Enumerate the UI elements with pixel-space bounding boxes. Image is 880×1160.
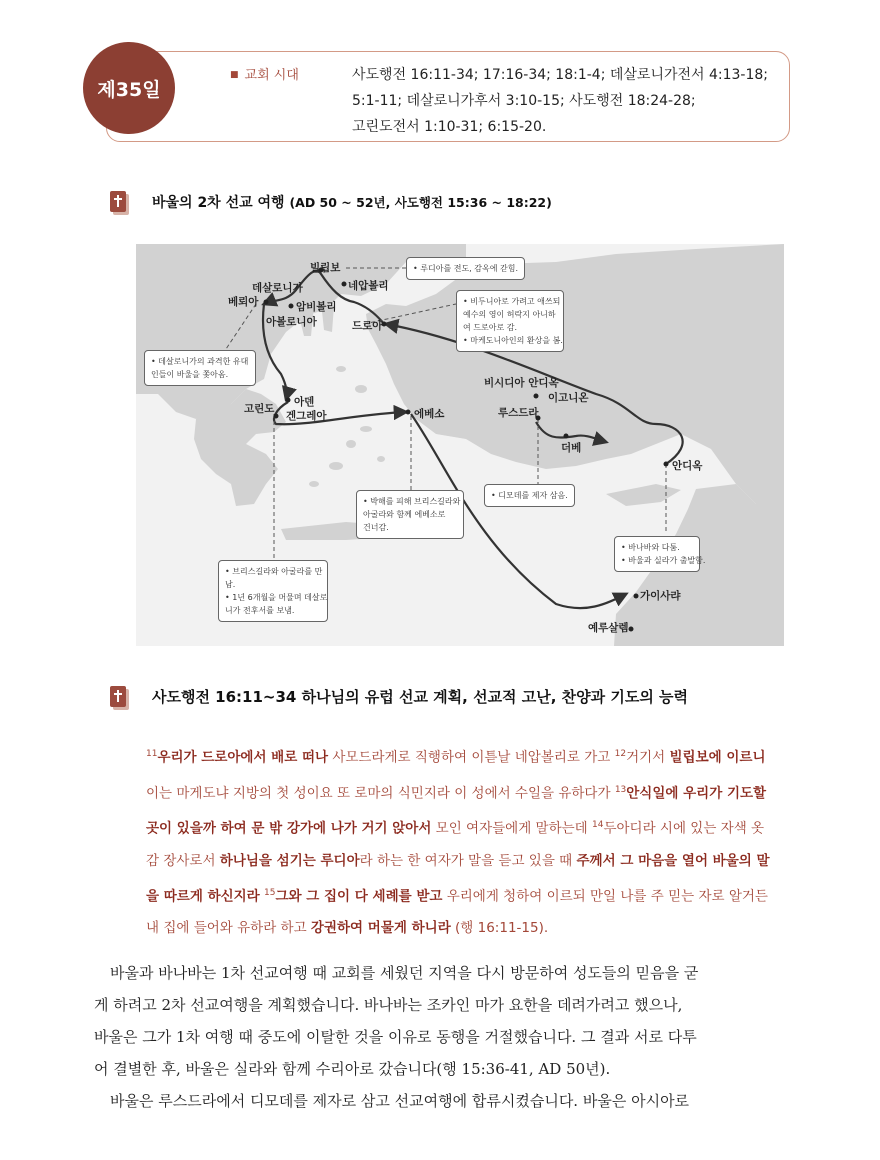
verse-text: 우리에게 청하여 이르되 만일 나를 주 믿는 자로 알거든 [442, 888, 768, 904]
city-label-philippi: 빌립보 [310, 262, 341, 274]
emphasized-text: 곳이 있을까 하여 문 밖 강가에 나가 거기 앉아서 [146, 820, 432, 837]
emphasized-text: 강권하여 머물게 하니라 [310, 920, 451, 936]
verse-number: 14 [592, 820, 604, 830]
reading-references [352, 62, 782, 140]
scripture-section-title: 사도행전 16:11~34 하나님의 유럽 선교 계획, 선교적 고난, 찬양과 기도의 능력 [152, 688, 689, 706]
city-label-ephesus: 에베소 [414, 408, 445, 420]
verse-text: 내 집에 들어와 유하라 하고 [146, 920, 311, 936]
city-label-troas: 드로아 [352, 320, 383, 332]
era-text: 교회 시대 [244, 68, 299, 83]
note-thessalonica: • 데살로니가의 과격한 유대 인들이 바울을 쫓아옴. [144, 350, 256, 386]
city-label-jerusalem: 예루살렘 [588, 622, 629, 634]
verse-text: 이는 마게도냐 지방의 첫 성이요 또 로마의 식민지라 이 성에서 수일을 유하다가 [146, 785, 615, 801]
paragraph-line: 바울은 루스드라에서 디모데를 제자로 삼고 선교여행에 합류시켰습니다. 바울은 아시아로 [110, 1092, 690, 1110]
city-label-derbe: 더베 [561, 442, 582, 454]
emphasized-text: 하나님을 섬기는 루디아 [219, 852, 360, 869]
verse-text: 두아디라 시에 있는 자색 옷 [603, 820, 765, 837]
city-label-antioch: 안디옥 [672, 460, 703, 472]
city-label-pisidian-antioch: 비시디아 안디옥 [484, 377, 559, 389]
era-label [230, 64, 299, 83]
verse-text: 모인 여자들에게 말하는데 [431, 820, 593, 837]
emphasized-text: 을 따르게 하신지라 [146, 888, 260, 904]
emphasized-text: 안식일에 우리가 기도할 [626, 785, 767, 801]
paragraph-line: 게 하려고 2차 선교여행을 계획했습니다. 바나바는 조카인 마가 요한을 데려가려고 했으나, [94, 996, 683, 1014]
note-antioch: • 바나바와 다툼. • 바울과 실라가 출발함. [614, 536, 700, 572]
verse-text: (행 16:11-15). [450, 920, 549, 936]
paragraph-line: 어 결별한 후, 바울은 실라와 함께 수리아로 갔습니다(행 15:36-41, AD 50년). [94, 1060, 611, 1078]
paragraph-line: 바울과 바나바는 1차 선교여행 때 교회를 세웠던 지역을 다시 방문하여 성도들의 믿음을 굳 [110, 964, 699, 982]
verse-text: 감 장사로서 [146, 852, 220, 869]
city-label-cenchrea: 겐그레아 [286, 410, 327, 422]
journey-map [136, 244, 784, 646]
verse-text: 라 하는 한 여자가 말을 듣고 있을 때 [359, 852, 577, 869]
day-badge [83, 42, 175, 134]
scripture-passage [146, 738, 792, 944]
verse-number: 12 [614, 749, 627, 759]
reference-line: 사도행전 16:11-34; 17:16-34; 18:1-4; 데살로니가전서 4:13-18; [352, 67, 769, 83]
emphasized-text: 우리가 드로아에서 배로 떠나 [157, 749, 329, 766]
city-label-amphipolis: 암비볼리 [296, 301, 337, 313]
city-label-athens: 아덴 [294, 396, 315, 408]
reference-line: 5:1-11; 데살로니가후서 3:10-15; 사도행전 18:24-28; [352, 93, 696, 109]
city-label-iconium: 이고니온 [548, 392, 589, 404]
note-timothy: • 디모데를 제자 삼음. [484, 484, 575, 507]
bullet-icon: ■ [230, 70, 239, 80]
bible-icon [110, 191, 126, 212]
city-label-berea: 베뢰아 [228, 296, 259, 308]
map-section-heading [110, 191, 552, 212]
verse-number: 13 [614, 784, 627, 795]
verse-text: 사모드라게로 직행하여 이튿날 네압볼리로 가고 [328, 749, 615, 766]
scripture-line [146, 845, 792, 877]
scripture-line [146, 809, 792, 845]
bible-icon [110, 686, 126, 707]
day-label: 제35일 [97, 78, 161, 101]
scripture-line [146, 912, 792, 944]
city-label-lystra: 루스드라 [498, 407, 539, 419]
note-ephesus: • 박해를 피해 브리스길라와 아굴라와 함께 에베소로 건너감. [356, 490, 464, 539]
city-label-corinth: 고린도 [244, 403, 275, 415]
note-lydia: • 루디아를 전도, 감옥에 갇힘. [406, 257, 525, 280]
emphasized-text: 그와 그 집이 다 세례를 받고 [275, 888, 443, 904]
scripture-line [146, 774, 792, 810]
map-section-subtitle: (AD 50 ~ 52년, 사도행전 15:36 ~ 18:22) [289, 194, 552, 210]
city-label-thessalonica: 데살로니가 [252, 282, 303, 294]
city-label-neapolis: 네압볼리 [348, 280, 389, 292]
paragraph-line: 바울은 그가 1차 여행 때 중도에 이탈한 것을 이유로 동행을 거절했습니다. 그 결과 서로 다투 [94, 1028, 697, 1046]
city-label-apollonia: 아볼로니아 [266, 316, 317, 328]
scripture-line [146, 877, 792, 913]
scripture-section-heading [110, 686, 688, 707]
verse-text: 거기서 [626, 749, 670, 766]
city-label-caesarea: 가이사랴 [640, 590, 681, 602]
body-text [94, 957, 794, 1117]
verse-number: 15 [264, 887, 276, 898]
note-corinth: • 브리스길라와 아굴라를 만 남. • 1년 6개월을 머물며 데살로 니가 전후서를 보냄. [218, 560, 328, 622]
scripture-line [146, 738, 792, 774]
note-troas: • 비두니아로 가려고 애쓰되 예수의 영이 허락지 아니하 여 드로아로 감. • 마케도니아인의 환상을 봄. [456, 290, 564, 352]
emphasized-text: 빌립보에 이르니 [669, 749, 766, 766]
map-section-title: 바울의 2차 선교 여행 (AD 50 ~ 52년, 사도행전 15:36 ~ 18:22) [152, 194, 552, 211]
reference-line: 고린도전서 1:10-31; 6:15-20. [352, 119, 547, 135]
emphasized-text: 주께서 그 마음을 열어 바울의 말 [576, 852, 770, 869]
verse-number: 11 [146, 749, 158, 759]
